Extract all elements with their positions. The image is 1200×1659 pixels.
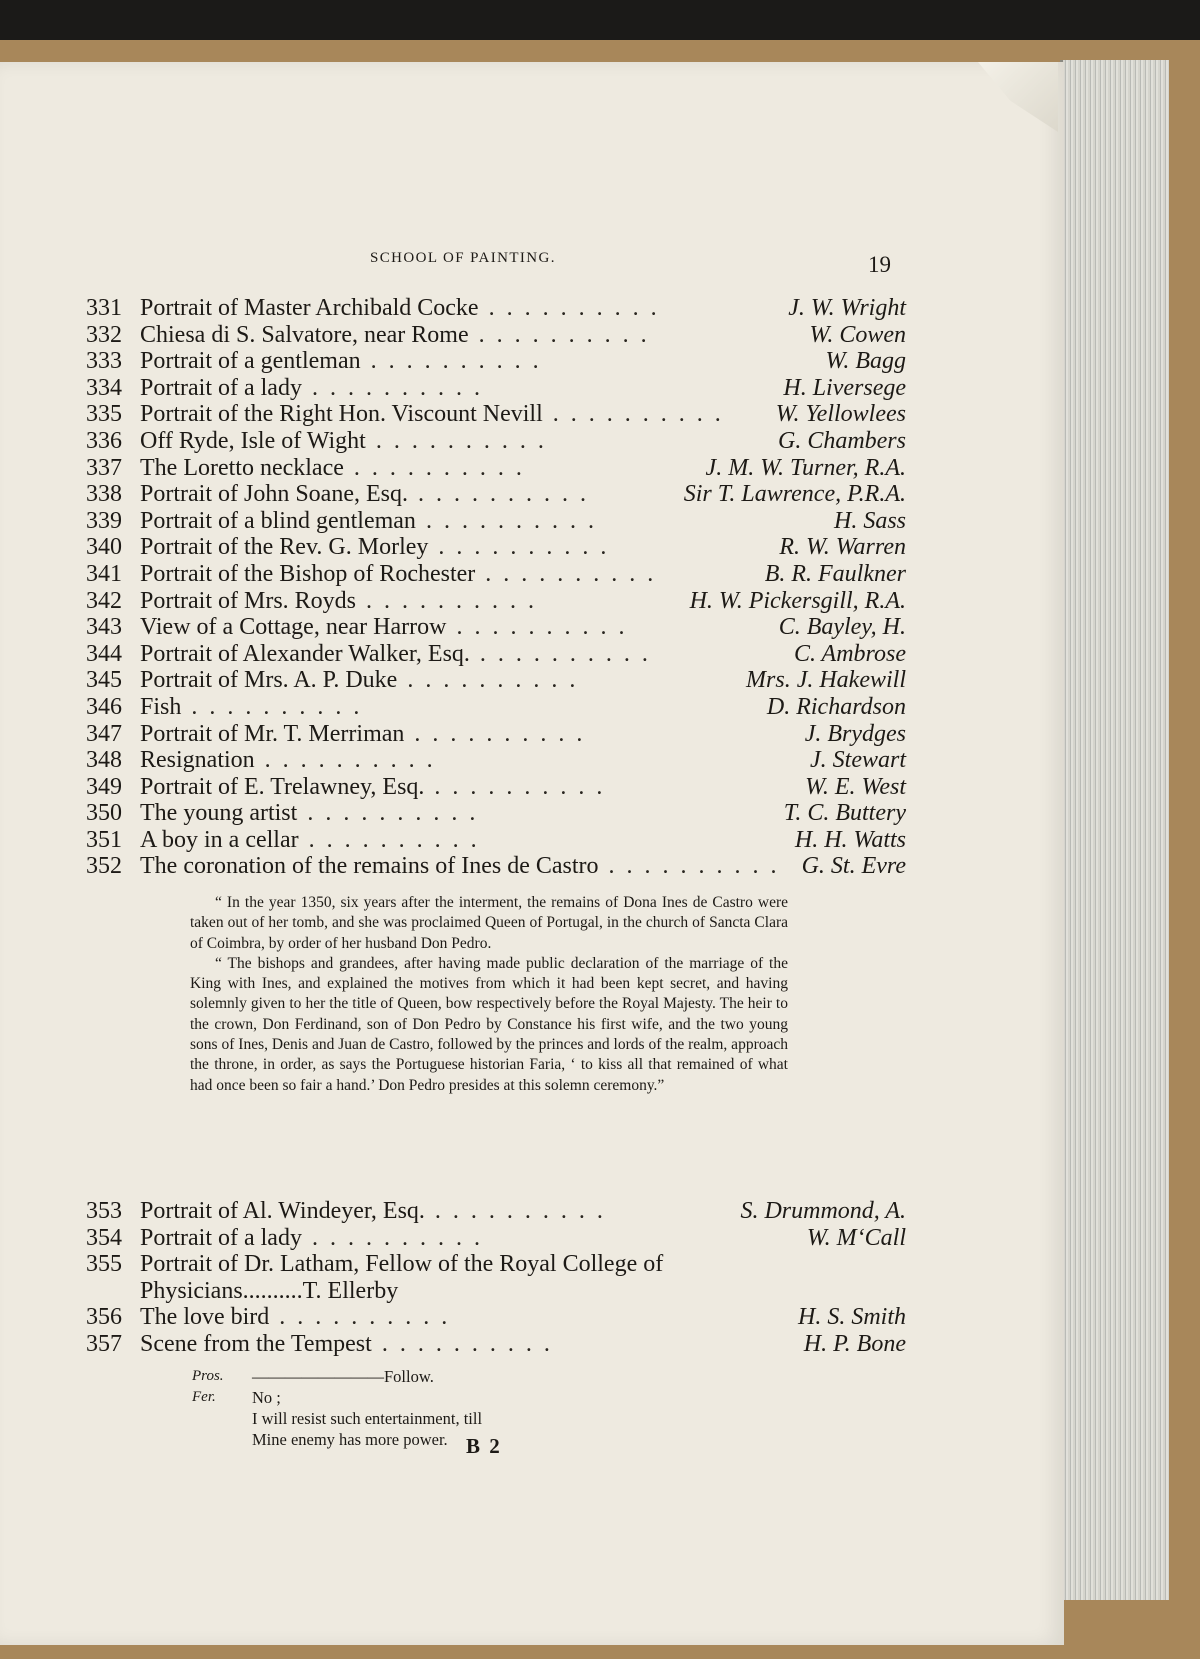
dot-leader: .......... — [552, 401, 733, 428]
dot-leader: .......... — [242, 1277, 303, 1304]
catalogue-entry — [86, 401, 906, 428]
entry-number: 350 — [86, 800, 122, 827]
dot-leader: .......... — [434, 1198, 615, 1224]
entry-title: Portrait of a lady — [140, 1224, 302, 1251]
entry-artist: W. M‘Call — [806, 1224, 906, 1251]
entry-title: Portrait of Mr. T. Merriman — [140, 720, 405, 747]
entry-artist: W. E. West — [805, 773, 906, 800]
entry-number: 338 — [86, 481, 122, 508]
entry-artist: H. H. Watts — [794, 826, 906, 853]
entry-title: Portrait of the Rev. G. Morley — [140, 534, 429, 561]
entry-number: 351 — [86, 826, 122, 853]
catalogue-entries — [86, 295, 906, 880]
entry-number: 334 — [86, 374, 122, 401]
entry-number: 336 — [86, 427, 122, 454]
catalogue-entry — [86, 800, 906, 827]
entry-artist: C. Ambrose — [793, 640, 906, 667]
entry-number: 352 — [86, 853, 122, 880]
entry-artist: J. W. Wright — [788, 295, 906, 321]
dot-leader: .......... — [425, 507, 606, 534]
catalogue-entry — [86, 1251, 906, 1304]
epigraph-quotation — [192, 1366, 482, 1450]
entry-artist: R. W. Warren — [779, 534, 906, 561]
entry-artist: G. St. Evre — [801, 853, 906, 880]
entry-line — [86, 1251, 906, 1278]
entry-number: 342 — [86, 587, 122, 614]
entry-number: 348 — [86, 747, 122, 774]
entry-number: 333 — [86, 348, 122, 375]
entry-artist: W. Bagg — [825, 348, 906, 375]
dot-leader: .......... — [479, 640, 660, 667]
entry-number: 344 — [86, 640, 122, 667]
catalogue-entry — [86, 641, 906, 668]
dot-leader: .......... — [438, 534, 619, 561]
entry-title: Portrait of a blind gentleman — [140, 507, 416, 534]
page-number: 19 — [868, 252, 891, 277]
entry-title: Fish — [140, 693, 182, 720]
catalogue-entry — [86, 428, 906, 455]
entry-artist: H. Sass — [833, 507, 906, 534]
entry-artist: H. Liversege — [783, 374, 906, 401]
epigraph-text: ————————Follow. — [252, 1367, 434, 1386]
catalogue-entry — [86, 481, 906, 508]
entry-title: The young artist — [140, 800, 298, 827]
entry-number: 353 — [86, 1198, 122, 1224]
epigraph-text: I will resist such entertainment, till — [252, 1409, 483, 1428]
dot-leader: .......... — [264, 747, 445, 774]
entry-title: Portrait of Alexander Walker, Esq. — [140, 640, 470, 667]
dot-leader: .......... — [485, 560, 666, 587]
entry-artist: Mrs. J. Hakewill — [746, 667, 906, 694]
dot-leader: .......... — [308, 826, 489, 853]
entry-number: 335 — [86, 401, 122, 428]
entry-artist: W. Cowen — [809, 321, 906, 348]
entry-title-continued: Physicians — [140, 1277, 243, 1304]
dot-leader: .......... — [488, 295, 669, 321]
printer-signature-mark: B 2 — [466, 1434, 502, 1458]
dot-leader: .......... — [381, 1330, 562, 1357]
entry-title: Scene from the Tempest — [140, 1330, 372, 1357]
epigraph-line — [192, 1387, 482, 1408]
entry-title: Portrait of the Right Hon. Viscount Nevill — [140, 401, 543, 428]
entry-title: Portrait of Al. Windeyer, Esq. — [140, 1198, 425, 1224]
entry-title: Portrait of a lady — [140, 374, 302, 401]
dot-leader: .......... — [414, 720, 595, 747]
catalogue-entry — [86, 1304, 906, 1331]
entry-number: 346 — [86, 693, 122, 720]
catalogue-entry — [86, 348, 906, 375]
dot-leader: .......... — [370, 348, 551, 375]
catalogue-entry — [86, 694, 906, 721]
catalogue-entry — [86, 1198, 906, 1225]
dot-leader: .......... — [191, 693, 372, 720]
entry-title: Off Ryde, Isle of Wight — [140, 427, 366, 454]
catalogue-entry — [86, 455, 906, 482]
entry-artist: J. Brydges — [804, 720, 906, 747]
catalogue-entry — [86, 614, 906, 641]
entry-number: 357 — [86, 1330, 122, 1357]
dot-leader: .......... — [417, 481, 598, 508]
entry-artist: C. Bayley, H. — [778, 614, 906, 641]
speaker-label: Fer. — [192, 1389, 216, 1405]
catalogue-entry — [86, 561, 906, 588]
catalogue-entry — [86, 1225, 906, 1252]
entry-title: Portrait of E. Trelawney, Esq. — [140, 773, 425, 800]
entry-number: 339 — [86, 507, 122, 534]
dot-leader: .......... — [353, 454, 534, 481]
dot-leader: .......... — [608, 853, 789, 880]
entry-artist: W. Yellowlees — [775, 401, 906, 428]
epigraph-line — [192, 1366, 482, 1387]
note-paragraph: “ The bishops and grandees, after having made public declaration of the marriage of the King with Ines, and explained the motives from which it had been kept secret, and having solemnly given to her the title of Queen, bow respectively before the Royal Majesty. The heir to the crown, Don Ferdinand, son of Don Pedro by Constance his first wife, and the two young sons of Ines, Denis and Juan de Castro, followed by the princes and lords of the realm, approach the throne, in order, as says the Portuguese historian Faria, ‘ to kiss all that remained of what had once been so fair a hand.’ Don Pedro presides at this solemn ceremony.” — [190, 954, 788, 1094]
catalogue-entry — [86, 1331, 906, 1358]
entry-number: 340 — [86, 534, 122, 561]
catalogue-entry — [86, 588, 906, 615]
note-paragraph: “ In the year 1350, six years after the interment, the remains of Dona Ines de Castro were taken out of her tomb, and she was proclaimed Queen of Portugal, in the church of Sancta Clara of Coimbra, by order of her husband Don Pedro. — [190, 894, 788, 952]
entry-title: Portrait of Mrs. Royds — [140, 587, 356, 614]
entry-artist: H. W. Pickersgill, R.A. — [689, 587, 906, 614]
catalogue-entry — [86, 508, 906, 535]
entry-title: Chiesa di S. Salvatore, near Rome — [140, 321, 469, 348]
dot-leader: .......... — [407, 667, 588, 694]
dot-leader: .......... — [366, 587, 546, 614]
dot-leader: .......... — [311, 374, 492, 401]
speaker-label: Pros. — [192, 1368, 224, 1384]
entry-number: 356 — [86, 1304, 122, 1331]
entry-title: Portrait of Master Archibald Cocke — [140, 295, 479, 321]
catalogue-entry — [86, 853, 906, 880]
dot-leader: .......... — [279, 1304, 460, 1331]
epigraph-text: No ; — [252, 1388, 281, 1407]
entry-title: View of a Cottage, near Harrow — [140, 614, 447, 641]
entry-number: 343 — [86, 614, 122, 641]
entry-number: 332 — [86, 321, 122, 348]
catalogue-entry — [86, 827, 906, 854]
entry-line — [86, 1278, 906, 1305]
entry-artist: G. Chambers — [777, 427, 906, 454]
catalogue-entry — [86, 774, 906, 801]
entry-artist: S. Drummond, A. — [740, 1198, 906, 1224]
entry-artist: H. S. Smith — [798, 1304, 906, 1331]
page-edges — [1060, 60, 1169, 1600]
historical-note — [190, 893, 788, 1096]
entry-title: The Loretto necklace — [140, 454, 344, 481]
catalogue-entry — [86, 375, 906, 402]
entry-title: The coronation of the remains of Ines de Castro — [140, 853, 599, 880]
catalogue-entries-continued — [86, 1198, 906, 1358]
dot-leader: .......... — [434, 773, 615, 800]
dot-leader: .......... — [375, 427, 556, 454]
catalogue-entry — [86, 534, 906, 561]
dot-leader: .......... — [456, 614, 637, 641]
entry-number: 349 — [86, 773, 122, 800]
catalogue-entry — [86, 747, 906, 774]
entry-number: 331 — [86, 295, 122, 321]
entry-number: 355 — [86, 1251, 122, 1278]
entry-artist: D. Richardson — [766, 693, 906, 720]
entry-artist: J. Stewart — [810, 747, 906, 774]
entry-artist: J. M. W. Turner, R.A. — [705, 454, 906, 481]
entry-artist: H. P. Bone — [803, 1330, 906, 1357]
entry-artist: Sir T. Lawrence, P.R.A. — [683, 481, 906, 508]
entry-number: 347 — [86, 720, 122, 747]
epigraph-text: Mine enemy has more power. — [252, 1430, 448, 1449]
catalogue-entry — [86, 322, 906, 349]
dot-leader: .......... — [307, 800, 488, 827]
entry-title: A boy in a cellar — [140, 826, 299, 853]
entry-title: Portrait of a gentleman — [140, 348, 361, 375]
dot-leader: .......... — [478, 321, 659, 348]
entry-artist: T. C. Buttery — [783, 800, 906, 827]
entry-artist: B. R. Faulkner — [764, 560, 906, 587]
entry-number: 354 — [86, 1224, 122, 1251]
entry-title: Resignation — [140, 747, 255, 774]
running-header: SCHOOL OF PAINTING. — [370, 250, 556, 266]
catalogue-entry — [86, 667, 906, 694]
catalogue-entry — [86, 721, 906, 748]
catalogue-entry — [86, 295, 906, 322]
entry-number: 337 — [86, 454, 122, 481]
entry-title: The love bird — [140, 1304, 270, 1331]
entry-title: Portrait of John Soane, Esq. — [140, 481, 408, 508]
entry-title: Portrait of Mrs. A. P. Duke — [140, 667, 398, 694]
entry-title: Portrait of the Bishop of Rochester — [140, 560, 476, 587]
entry-artist: T. Ellerby — [302, 1277, 399, 1304]
entry-number: 345 — [86, 667, 122, 694]
entry-number: 341 — [86, 560, 122, 587]
dot-leader: .......... — [311, 1224, 492, 1251]
entry-title: Portrait of Dr. Latham, Fellow of the Royal College of — [140, 1251, 664, 1278]
